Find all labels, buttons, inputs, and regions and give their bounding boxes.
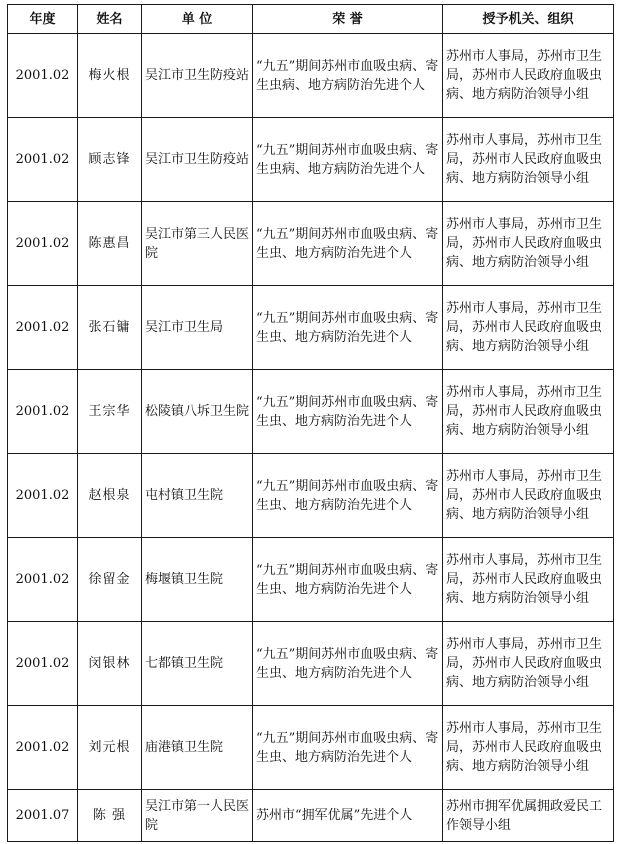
header-honor: 荣 誉 (253, 5, 443, 34)
table-row (8, 538, 614, 622)
table-row (8, 706, 614, 790)
cell-year: 2001.07 (8, 790, 78, 842)
table-row (8, 790, 614, 842)
table-row (8, 454, 614, 538)
cell-name: 王宗华 (78, 370, 142, 454)
cell-honor: “九五”期间苏州市血吸虫病、寄生虫、地方病防治先进个人 (253, 706, 443, 790)
cell-name: 闵银林 (78, 622, 142, 706)
table-body (8, 34, 614, 842)
table-row (8, 370, 614, 454)
cell-honor: “九五”期间苏州市血吸虫病、寄生虫、地方病防治先进个人 (253, 202, 443, 286)
table-header (8, 5, 614, 34)
cell-unit: 七都镇卫生院 (142, 622, 253, 706)
header-row (8, 5, 614, 34)
cell-org: 苏州市人事局，苏州市卫生局，苏州市人民政府血吸虫病、地方病防治领导小组 (443, 286, 614, 370)
cell-name: 梅火根 (78, 34, 142, 118)
cell-org: 苏州市拥军优属拥政爱民工作领导小组 (443, 790, 614, 842)
cell-unit: 吴江市卫生防疫站 (142, 34, 253, 118)
cell-honor: “九五”期间苏州市血吸虫病、寄生虫、地方病防治先进个人 (253, 622, 443, 706)
cell-org: 苏州市人事局，苏州市卫生局，苏州市人民政府血吸虫病、地方病防治领导小组 (443, 622, 614, 706)
cell-name: 徐留金 (78, 538, 142, 622)
cell-org: 苏州市人事局，苏州市卫生局，苏州市人民政府血吸虫病、地方病防治领导小组 (443, 538, 614, 622)
table-row (8, 286, 614, 370)
cell-org: 苏州市人事局，苏州市卫生局，苏州市人民政府血吸虫病、地方病防治领导小组 (443, 34, 614, 118)
cell-org: 苏州市人事局，苏州市卫生局，苏州市人民政府血吸虫病、地方病防治领导小组 (443, 454, 614, 538)
cell-year: 2001.02 (8, 622, 78, 706)
cell-year: 2001.02 (8, 118, 78, 202)
cell-year: 2001.02 (8, 454, 78, 538)
cell-honor: 苏州市“拥军优属”先进个人 (253, 790, 443, 842)
cell-unit: 松陵镇八坼卫生院 (142, 370, 253, 454)
cell-unit: 庙港镇卫生院 (142, 706, 253, 790)
cell-unit: 吴江市卫生防疫站 (142, 118, 253, 202)
cell-org: 苏州市人事局，苏州市卫生局，苏州市人民政府血吸虫病、地方病防治领导小组 (443, 706, 614, 790)
cell-year: 2001.02 (8, 706, 78, 790)
cell-unit: 吴江市第三人民医院 (142, 202, 253, 286)
table-row (8, 202, 614, 286)
cell-name: 陈惠昌 (78, 202, 142, 286)
table-row (8, 118, 614, 202)
cell-unit: 屯村镇卫生院 (142, 454, 253, 538)
header-name: 姓名 (78, 5, 142, 34)
cell-honor: “九五”期间苏州市血吸虫病、寄生虫、地方病防治先进个人 (253, 286, 443, 370)
table-row (8, 622, 614, 706)
cell-year: 2001.02 (8, 34, 78, 118)
cell-name: 陈 强 (78, 790, 142, 842)
cell-name: 刘元根 (78, 706, 142, 790)
cell-name: 张石镛 (78, 286, 142, 370)
cell-year: 2001.02 (8, 370, 78, 454)
cell-year: 2001.02 (8, 538, 78, 622)
header-org: 授予机关、组织 (443, 5, 614, 34)
cell-org: 苏州市人事局，苏州市卫生局，苏州市人民政府血吸虫病、地方病防治领导小组 (443, 118, 614, 202)
cell-year: 2001.02 (8, 202, 78, 286)
cell-name: 赵根泉 (78, 454, 142, 538)
header-unit: 单 位 (142, 5, 253, 34)
cell-honor: “九五”期间苏州市血吸虫病、寄生虫、地方病防治先进个人 (253, 454, 443, 538)
header-year: 年度 (8, 5, 78, 34)
cell-unit: 梅堰镇卫生院 (142, 538, 253, 622)
cell-unit: 吴江市第一人民医院 (142, 790, 253, 842)
cell-year: 2001.02 (8, 286, 78, 370)
cell-honor: “九五”期间苏州市血吸虫病、寄生虫病、地方病防治先进个人 (253, 118, 443, 202)
cell-name: 顾志锋 (78, 118, 142, 202)
cell-org: 苏州市人事局，苏州市卫生局，苏州市人民政府血吸虫病、地方病防治领导小组 (443, 370, 614, 454)
cell-honor: “九五”期间苏州市血吸虫病、寄生虫、地方病防治先进个人 (253, 538, 443, 622)
cell-unit: 吴江市卫生局 (142, 286, 253, 370)
cell-org: 苏州市人事局，苏州市卫生局，苏州市人民政府血吸虫病、地方病防治领导小组 (443, 202, 614, 286)
cell-honor: “九五”期间苏州市血吸虫病、寄生虫病、地方病防治先进个人 (253, 34, 443, 118)
table-row (8, 34, 614, 118)
cell-honor: “九五”期间苏州市血吸虫病、寄生虫、地方病防治先进个人 (253, 370, 443, 454)
awards-table (7, 4, 614, 842)
